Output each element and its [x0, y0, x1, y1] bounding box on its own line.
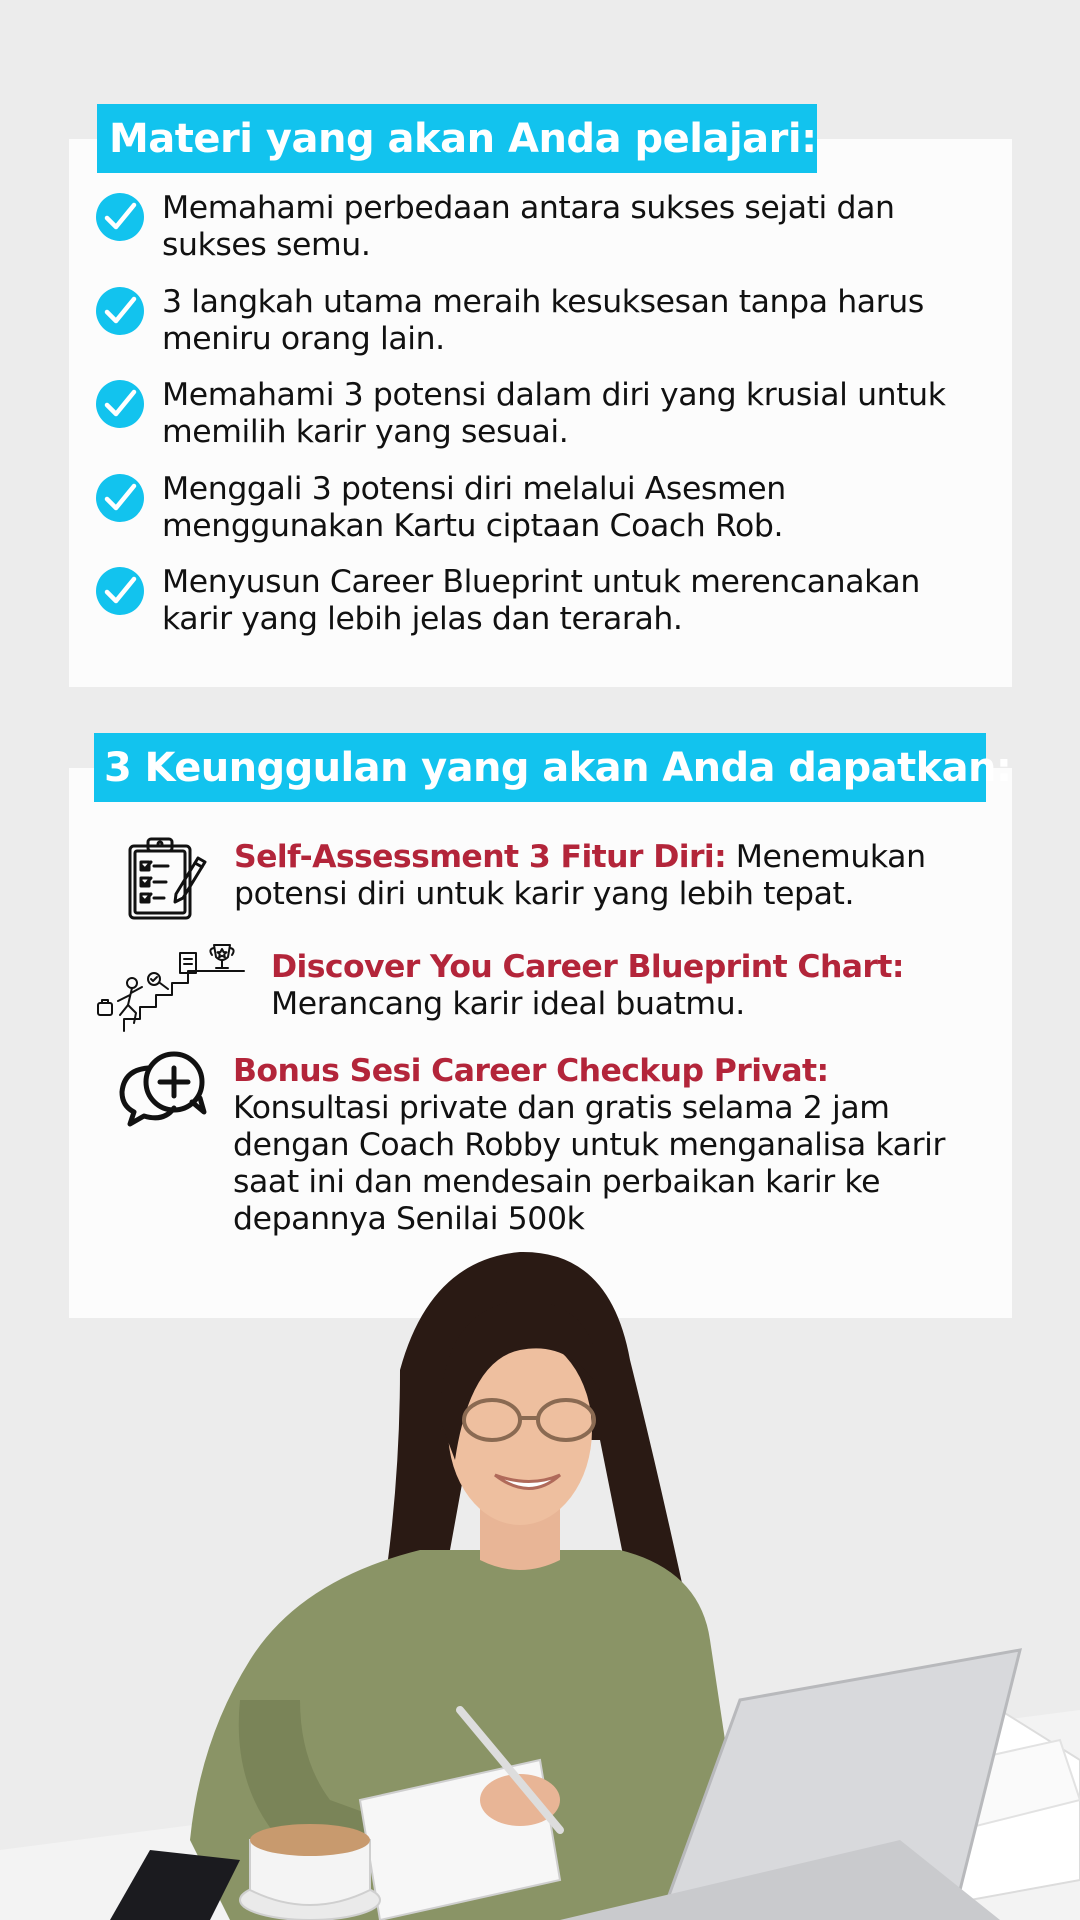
checkmark-icon [96, 380, 144, 428]
benefit-text [271, 949, 971, 1023]
list-item-text: Menggali 3 potensi diri melalui Asesmen menggunakan Kartu ciptaan Coach Rob. [162, 470, 786, 544]
list-item [96, 471, 986, 565]
materi-list [96, 190, 986, 658]
benefit-title: Self-Assessment 3 Fitur Diri: [234, 839, 727, 875]
benefit-description: Konsultasi private dan gratis selama 2 jam dengan Coach Robby untuk menganalisa karir saat ini dan mendesain perbaikan karir ke depannya Senilai 500k [233, 1090, 946, 1237]
benefit-description: Merancang karir ideal buatmu. [271, 986, 745, 1022]
checkmark-icon [96, 474, 144, 522]
benefit-text [233, 1053, 968, 1238]
list-item [96, 377, 986, 471]
benefit-description: Menemukan potensi diri untuk karir yang lebih tepat. [234, 839, 926, 912]
benefit-item [118, 1048, 968, 1238]
checkmark-icon [96, 567, 144, 615]
list-item-text: 3 langkah utama meraih kesuksesan tanpa harus meniru orang lain. [162, 283, 924, 357]
benefit-item [94, 943, 971, 1037]
benefit-title: Bonus Sesi Career Checkup Privat: [233, 1053, 829, 1089]
career-steps-trophy-icon [94, 943, 246, 1037]
checkmark-icon [96, 193, 144, 241]
list-item-text: Memahami 3 potensi dalam diri yang krusial untuk memilih karir yang sesuai. [162, 377, 946, 450]
clipboard-checklist-icon [126, 836, 208, 926]
list-item [96, 284, 986, 378]
checkmark-icon [96, 287, 144, 335]
list-item-text: Memahami perbedaan antara sukses sejati dan sukses semu. [162, 190, 895, 263]
keunggulan-heading: 3 Keunggulan yang akan Anda dapatkan: [94, 733, 986, 802]
list-item-text: Menyusun Career Blueprint untuk merencanakan karir yang lebih jelas dan terarah. [162, 564, 920, 637]
benefit-item [126, 836, 954, 926]
hero-photo [0, 1240, 1080, 1920]
list-item [96, 190, 986, 284]
benefit-text [234, 839, 954, 913]
materi-heading: Materi yang akan Anda pelajari: [97, 104, 817, 173]
chat-bubbles-plus-icon [118, 1048, 212, 1132]
benefit-title: Discover You Career Blueprint Chart: [271, 949, 904, 985]
list-item [96, 564, 986, 658]
